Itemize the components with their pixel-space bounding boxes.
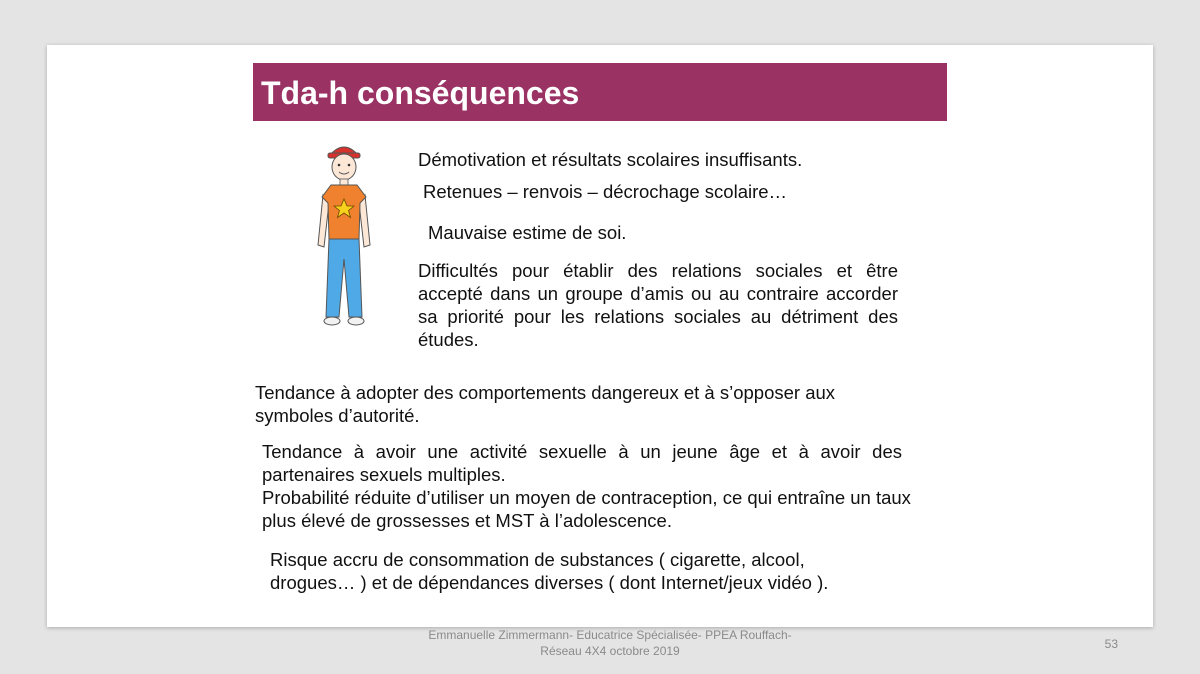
page-number: 53 (1104, 637, 1118, 651)
paragraph-comportements: Tendance à adopter des comportements dangereux et à s’opposer aux symboles d’autorité. (255, 382, 836, 426)
title-bar (253, 63, 947, 121)
footer-line-1: Emmanuelle Zimmermann- Educatrice Spécialisée- PPEA Rouffach- (428, 628, 792, 642)
slide (47, 45, 1153, 627)
paragraph-retenues: Retenues – renvois – décrochage scolaire… (423, 181, 788, 202)
footer-line-2: Réseau 4X4 octobre 2019 (540, 644, 680, 658)
paragraph-estime: Mauvaise estime de soi. (428, 222, 627, 243)
paragraph-substances: Risque accru de consommation de substances ( cigarette, alcool, drogues… ) et de dépendances diverses ( dont Internet/jeux vidéo ). (270, 549, 829, 593)
paragraph-relations-sociales: Difficultés pour établir des relations sociales et être accepté dans un groupe d’amis ou au contraire accorder sa priorité pour les relations sociales au détriment des études. (418, 260, 898, 350)
boy-figure-icon (309, 141, 379, 333)
paragraph-contraception: Probabilité réduite d’utiliser un moyen de contraception, ce qui entraîne un taux plus élevé de grossesses et MST à l’adolescence. (262, 487, 911, 531)
paragraph-demotivation: Démotivation et résultats scolaires insuffisants. (418, 149, 803, 170)
footer (380, 627, 840, 659)
paragraph-activite-sexuelle: Tendance à avoir une activité sexuelle à un jeune âge et à avoir des partenaires sexuels multiples. (262, 441, 902, 485)
slide-title: Tda-h conséquences (261, 75, 580, 111)
